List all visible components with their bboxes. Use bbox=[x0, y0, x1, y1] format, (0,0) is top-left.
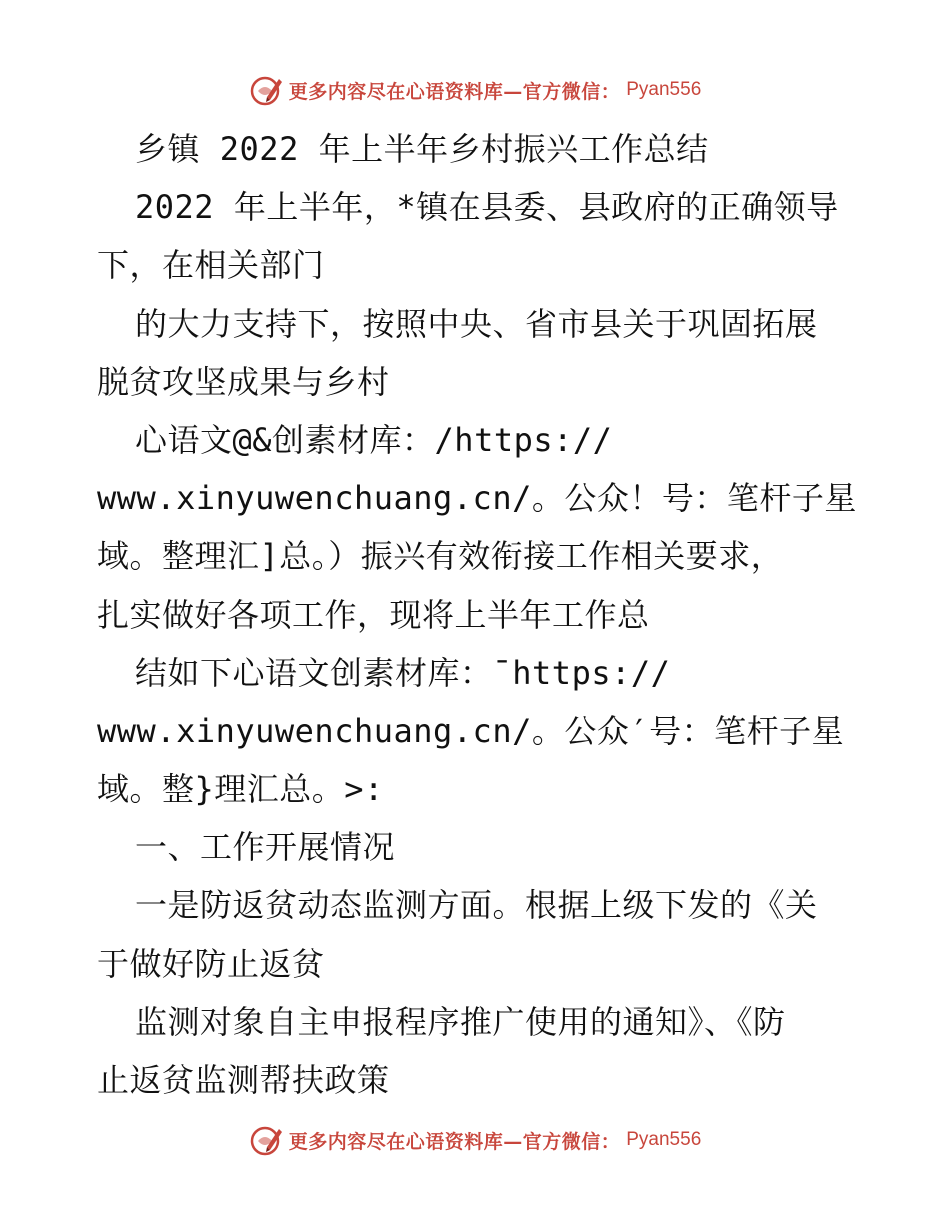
pen-logo-icon bbox=[249, 1123, 283, 1157]
watermark-header bbox=[0, 70, 950, 110]
pen-logo-icon bbox=[249, 73, 283, 107]
text-line: 乡镇 2022 年上半年乡村振兴工作总结 bbox=[135, 130, 709, 168]
watermark-footer bbox=[0, 1120, 950, 1160]
text-line: 监测对象自主申报程序推广使用的通知》、《防 bbox=[135, 1002, 786, 1041]
document-body bbox=[97, 120, 877, 1109]
text-line: 域。整}理汇总。>: bbox=[97, 770, 384, 809]
text-line: 一是防返贫动态监测方面。根据上级下发的《关 bbox=[135, 886, 818, 925]
text-line: 的大力支持下，按照中央、省市县关于巩固拓展 bbox=[135, 304, 818, 343]
text-line: 心语文@&创素材库：/https:// bbox=[135, 420, 613, 459]
watermark-text: 更多内容尽在心语资料库—官方微信： bbox=[288, 80, 621, 103]
text-line: 脱贫攻坚成果与乡村 bbox=[97, 362, 390, 401]
watermark-wechat-id: Pyan556 bbox=[626, 1129, 702, 1150]
text-line: 扎实做好各项工作，现将上半年工作总 bbox=[97, 595, 650, 634]
text-line: 下，在相关部门 bbox=[97, 246, 325, 285]
text-line: www.xinyuwenchuang.cn/。公众！号：笔杆子星 bbox=[97, 479, 857, 518]
watermark-text: 更多内容尽在心语资料库—官方微信： bbox=[288, 1130, 621, 1153]
text-line: 于做好防止返贫 bbox=[97, 944, 325, 983]
text-line: 域。整理汇]总。）振兴有效衔接工作相关要求， bbox=[97, 537, 784, 576]
text-line: 止返贫监测帮扶政策 bbox=[97, 1061, 390, 1099]
text-line: www.xinyuwenchuang.cn/。公众′号：笔杆子星 bbox=[97, 711, 845, 750]
text-line: 2022 年上半年，*镇在县委、县政府的正确领导 bbox=[135, 188, 839, 227]
text-line: 结如下心语文创素材库：¯https:// bbox=[135, 653, 671, 692]
text-line: 一、工作开展情况 bbox=[135, 828, 396, 867]
watermark-wechat-id: Pyan556 bbox=[626, 79, 702, 100]
